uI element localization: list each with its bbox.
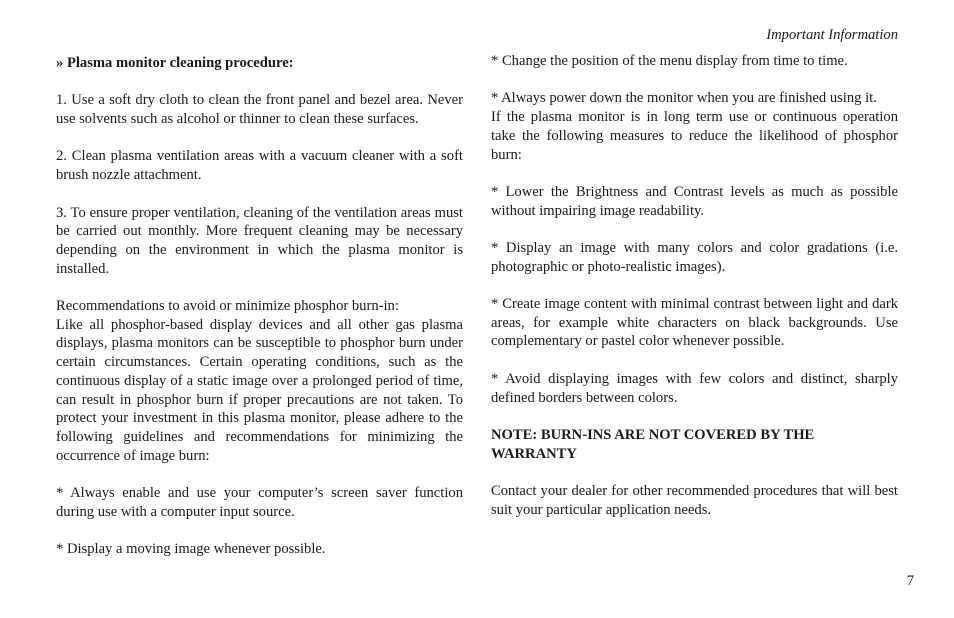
cleaning-step-3: 3. To ensure proper ventilation, cleaning of the ventilation areas must be carried out monthly. More frequent cleaning may be necessary depending on the environment in which the plasma monitor is installed. (56, 204, 463, 277)
tip-power-down: * Always power down the monitor when you are finished using it. (491, 90, 877, 107)
spacer (56, 73, 463, 92)
cleaning-procedure-heading: » Plasma monitor cleaning procedure: (56, 55, 294, 71)
spacer (491, 407, 898, 426)
tip-menu-position: * Change the position of the menu display from time to time. (491, 53, 848, 69)
tip-moving-image: * Display a moving image whenever possible. (56, 541, 326, 558)
spacer (491, 220, 898, 239)
running-header: Important Information (766, 27, 898, 43)
tip-brightness: * Lower the Brightness and Contrast levels as much as possible without impairing image readability. (491, 183, 898, 219)
spacer (491, 71, 898, 90)
cleaning-step-1: 1. Use a soft dry cloth to clean the front panel and bezel area. Never use solvents such as alcohol or thinner to clean these surfaces. (56, 92, 463, 128)
right-column (491, 52, 898, 519)
spacer (56, 278, 463, 297)
recommendations-title: Recommendations to avoid or minimize phosphor burn-in: (56, 298, 399, 315)
page-number: 7 (906, 573, 914, 589)
warranty-note: NOTE: BURN-INS ARE NOT COVERED BY THE WARRANTY (491, 426, 815, 462)
tip-avoid: * Avoid displaying images with few colors and distinct, sharply defined borders between colors. (491, 370, 898, 406)
tip-colors: * Display an image with many colors and color gradations (i.e. photographic or photo-realistic images). (491, 239, 898, 275)
spacer (56, 129, 463, 148)
tip-contrast: * Create image content with minimal contrast between light and dark areas, for example white characters on black backgrounds. Use complementary or pastel color whenever possible. (491, 296, 898, 350)
tip-screensaver: * Always enable and use your computer’s screen saver function during use with a computer input source. (56, 485, 463, 520)
long-term-intro: If the plasma monitor is in long term use or continuous operation take the following measures to reduce the likelihood of phosphor burn: (491, 109, 898, 163)
spacer (491, 351, 898, 370)
spacer (56, 185, 463, 204)
spacer (491, 164, 898, 183)
cleaning-step-2: 2. Clean plasma ventilation areas with a vacuum cleaner with a soft brush nozzle attachment. (56, 148, 463, 184)
spacer (491, 463, 898, 482)
spacer (491, 276, 898, 295)
contact-dealer: Contact your dealer for other recommended procedures that will best suit your particular application needs. (491, 483, 898, 518)
spacer (56, 522, 463, 541)
spacer (56, 465, 463, 484)
left-column (56, 54, 463, 559)
recommendations-body: Like all phosphor-based display devices and all other gas plasma displays, plasma monitors can be susceptible to phosphor burn under certain circumstances. Certain operating conditions, such as the continuous display of a static image over a prolonged period of time, can result in phosphor burn if proper precautions are not taken. To protect your investment in this plasma monitor, please adhere to the following guidelines and recommendations for minimizing the occurrence of image burn: (56, 316, 463, 464)
